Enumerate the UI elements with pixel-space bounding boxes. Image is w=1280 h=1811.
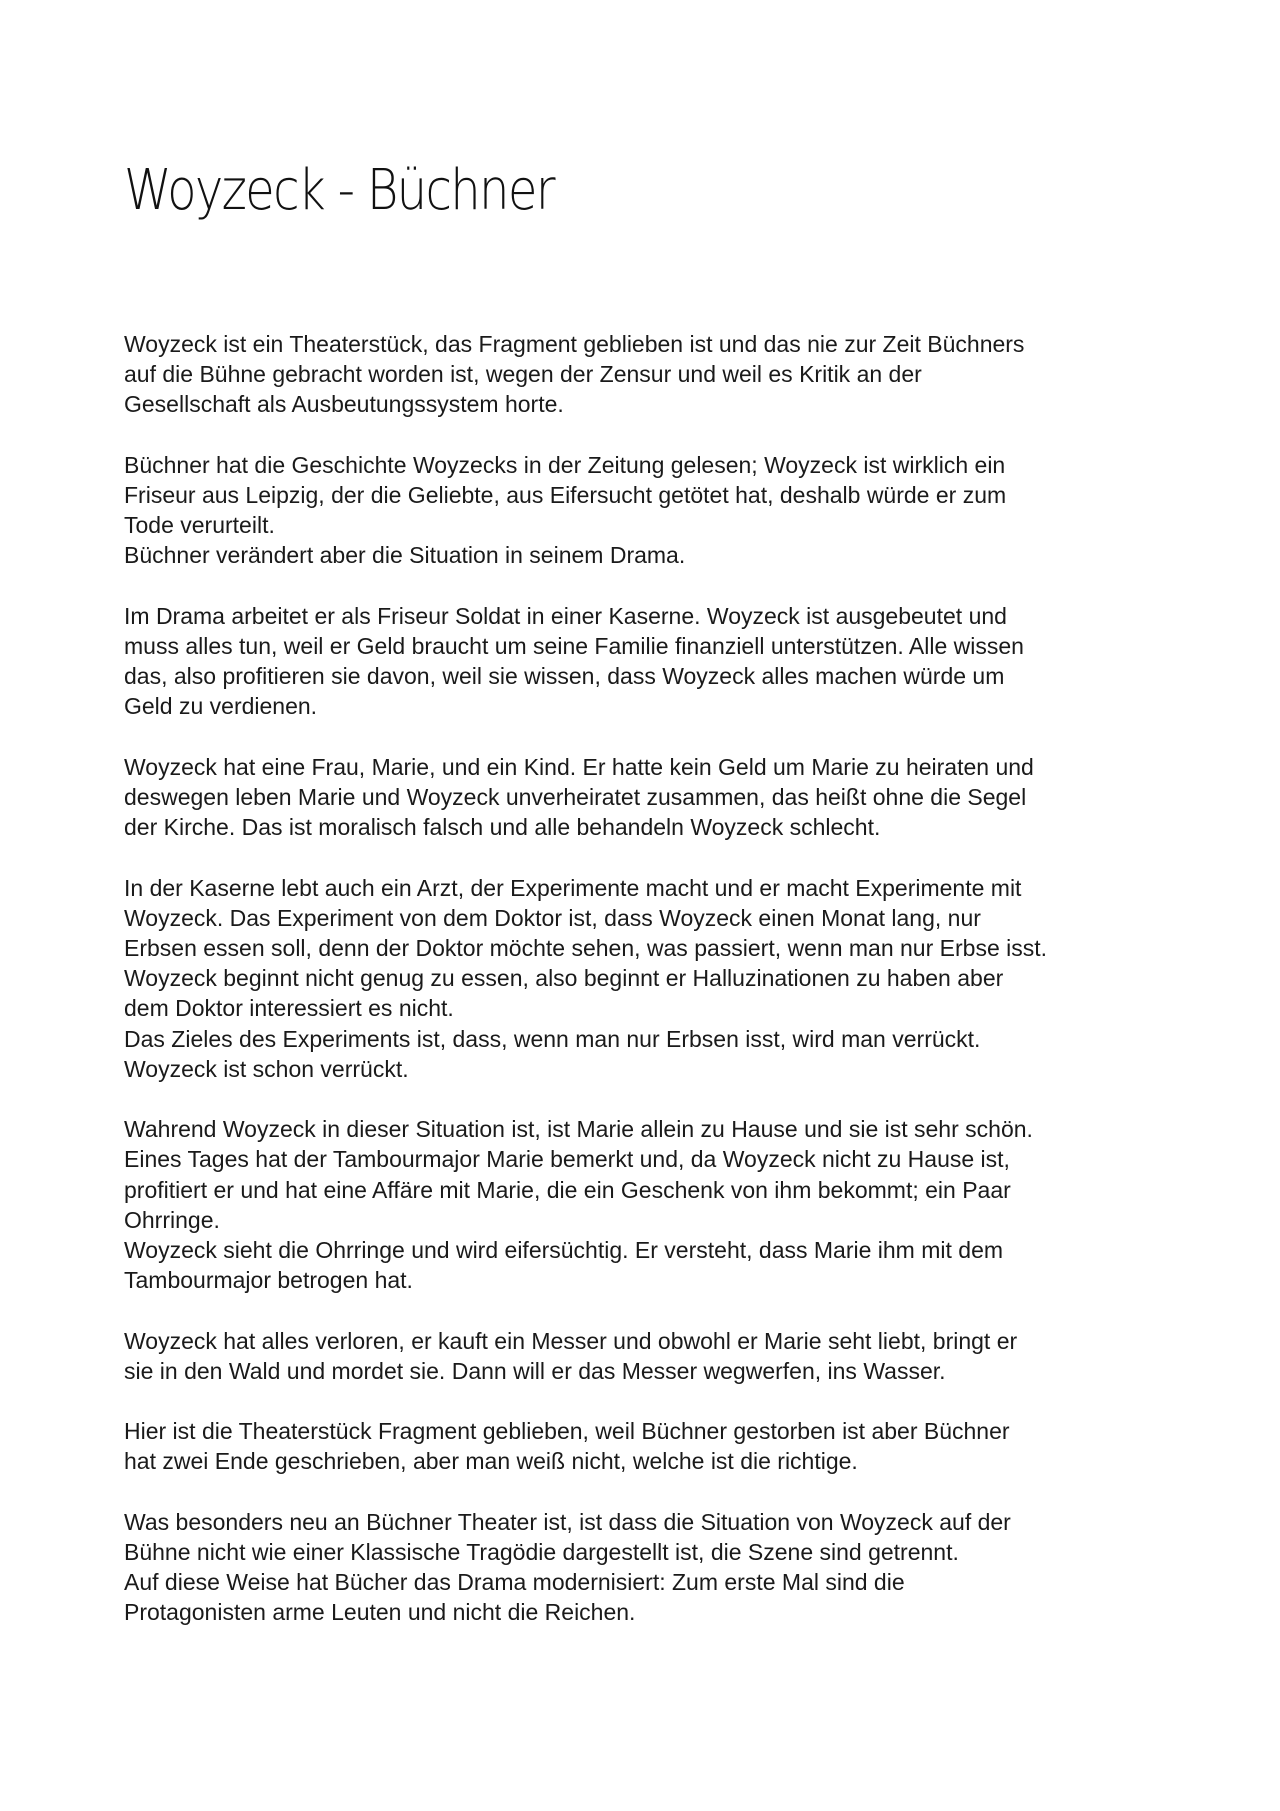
text-line: Was besonders neu an Büchner Theater ist, ist dass die Situation von Woyzeck auf der bbox=[124, 1508, 1011, 1535]
document-body bbox=[124, 329, 1174, 1658]
text-line: Geld zu verdienen. bbox=[124, 693, 318, 720]
text-line: Büchner hat die Geschichte Woyzecks in der Zeitung gelesen; Woyzeck ist wirklich ein bbox=[124, 451, 1006, 478]
text-line: hat zwei Ende geschrieben, aber man weiß nicht, welche ist die richtige. bbox=[124, 1448, 858, 1475]
paragraph bbox=[124, 1416, 1174, 1476]
text-line: Gesellschaft als Ausbeutungssystem horte. bbox=[124, 391, 564, 418]
text-line: Woyzeck sieht die Ohrringe und wird eifersüchtig. Er versteht, dass Marie ihm mit dem bbox=[124, 1237, 1004, 1264]
text-line: Woyzeck ist ein Theaterstück, das Fragment geblieben ist und das nie zur Zeit Büchners bbox=[124, 331, 1025, 357]
text-line: Woyzeck hat eine Frau, Marie, und ein Kind. Er hatte kein Geld um Marie zu heiraten und bbox=[124, 753, 1034, 780]
text-line: Eines Tages hat der Tambourmajor Marie bemerkt und, da Woyzeck nicht zu Hause ist, bbox=[124, 1146, 1010, 1173]
text-line: muss alles tun, weil er Geld braucht um seine Familie finanziell unterstützen. Alle wissen bbox=[124, 633, 1024, 659]
text-line: In der Kaserne lebt auch ein Arzt, der Experimente macht und er macht Experimente mit bbox=[124, 874, 1022, 901]
paragraph bbox=[124, 752, 1174, 843]
paragraph bbox=[124, 329, 1174, 420]
text-line: auf die Bühne gebracht worden ist, wegen der Zensur und weil es Kritik an der bbox=[124, 361, 922, 388]
paragraph bbox=[124, 873, 1174, 1084]
text-line: Wahrend Woyzeck in dieser Situation ist, ist Marie allein zu Hause und sie ist sehr schön. bbox=[124, 1116, 1033, 1143]
text-line: Woyzeck hat alles verloren, er kauft ein Messer und obwohl er Marie seht liebt, bringt er bbox=[124, 1327, 1018, 1354]
text-line: Auf diese Weise hat Bücher das Drama modernisiert: Zum erste Mal sind die bbox=[124, 1569, 905, 1596]
paragraph bbox=[124, 1114, 1174, 1295]
text-line: Hier ist die Theaterstück Fragment geblieben, weil Büchner gestorben ist aber Büchner bbox=[124, 1418, 1010, 1445]
paragraph bbox=[124, 1507, 1174, 1628]
text-line: Erbsen essen soll, denn der Doktor möchte sehen, was passiert, wenn man nur Erbse isst. bbox=[124, 935, 1048, 961]
text-line: Friseur aus Leipzig, der die Geliebte, aus Eifersucht getötet hat, deshalb würde er zum bbox=[124, 482, 1007, 508]
text-line: profitiert er und hat eine Affäre mit Marie, die ein Geschenk von ihm bekommt; ein Paar bbox=[124, 1176, 1011, 1203]
text-line: Ohrringe. bbox=[124, 1206, 220, 1233]
text-line: das, also profitieren sie davon, weil sie wissen, dass Woyzeck alles machen würde um bbox=[124, 663, 1005, 690]
paragraph bbox=[124, 450, 1174, 571]
text-line: Woyzeck. Das Experiment von dem Doktor ist, dass Woyzeck einen Monat lang, nur bbox=[124, 904, 981, 931]
text-line: dem Doktor interessiert es nicht. bbox=[124, 995, 454, 1022]
text-line: sie in den Wald und mordet sie. Dann will er das Messer wegwerfen, ins Wasser. bbox=[124, 1357, 946, 1384]
text-line: der Kirche. Das ist moralisch falsch und alle behandeln Woyzeck schlecht. bbox=[124, 814, 881, 841]
text-line: Woyzeck beginnt nicht genug zu essen, also beginnt er Halluzinationen zu haben aber bbox=[124, 965, 1004, 992]
text-line: Tode verurteilt. bbox=[124, 512, 275, 539]
text-line: Büchner verändert aber die Situation in seinem Drama. bbox=[124, 542, 686, 569]
paragraph bbox=[124, 601, 1174, 722]
page-title: Woyzeck - Büchner bbox=[124, 158, 554, 223]
text-line: Im Drama arbeitet er als Friseur Soldat in einer Kaserne. Woyzeck ist ausgebeutet und bbox=[124, 602, 1007, 629]
text-line: Bühne nicht wie einer Klassische Tragödie dargestellt ist, die Szene sind getrennt. bbox=[124, 1539, 959, 1565]
text-line: Tambourmajor betrogen hat. bbox=[124, 1267, 413, 1294]
text-line: deswegen leben Marie und Woyzeck unverheiratet zusammen, das heißt ohne die Segel bbox=[124, 784, 1027, 810]
text-line: Protagonisten arme Leuten und nicht die Reichen. bbox=[124, 1599, 636, 1626]
text-line: Woyzeck ist schon verrückt. bbox=[124, 1055, 409, 1082]
paragraph bbox=[124, 1326, 1174, 1386]
text-line: Das Zieles des Experiments ist, dass, wenn man nur Erbsen isst, wird man verrückt. bbox=[124, 1025, 981, 1052]
